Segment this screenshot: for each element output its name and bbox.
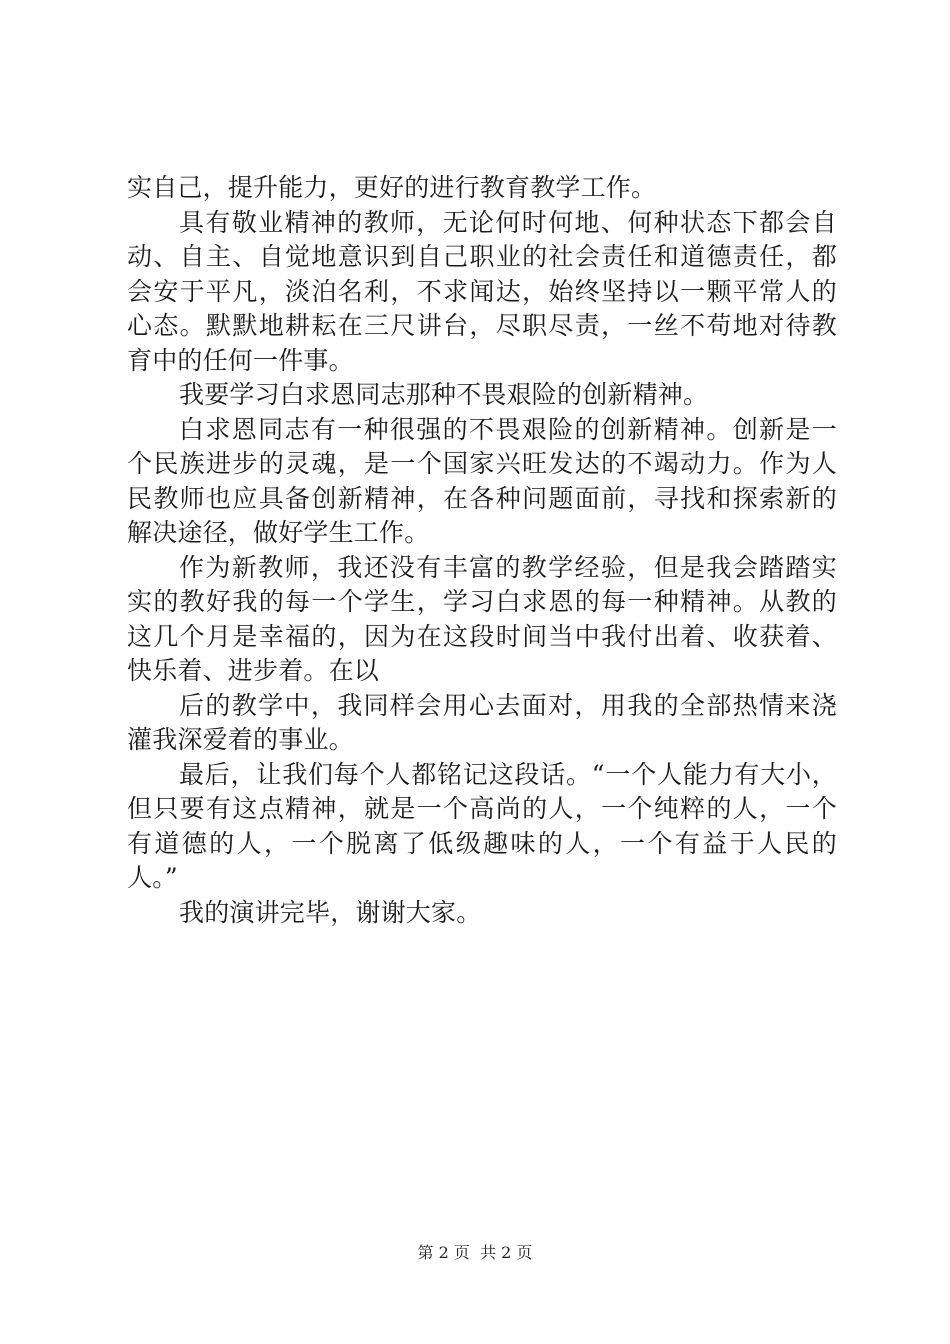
body-text-line: 个民族进步的灵魂，是一个国家兴旺发达的不竭动力。作为人 [127, 449, 837, 478]
body-text-line: 民教师也应具备创新精神，在各种问题面前，寻找和探索新的 [127, 483, 837, 513]
body-text-line: 人。” [127, 863, 178, 892]
body-text-line: 最后，让我们每个人都铭记这段话。“一个人能力有大小， [179, 759, 837, 789]
page-number-label: 第 2 页 共 2 页 [417, 1243, 533, 1262]
body-text-line: 实自己，提升能力，更好的进行教育教学工作。 [127, 173, 657, 202]
body-text-line: 动、自主、自觉地意识到自己职业的社会责任和道德责任，都 [127, 242, 837, 271]
page-footer [0, 1243, 950, 1263]
body-text-line: 我要学习白求恩同志那种不畏艰险的创新精神。 [179, 380, 709, 409]
body-text-line: 白求恩同志有一种很强的不畏艰险的创新精神。创新是一 [179, 414, 837, 444]
body-text-line: 实的教好我的每一个学生，学习白求恩的每一种精神。从教的 [127, 587, 837, 616]
body-text-line: 解决途径，做好学生工作。 [127, 518, 430, 547]
body-text-line: 这几个月是幸福的，因为在这段时间当中我付出着、收获着、 [127, 621, 837, 651]
body-text-line: 会安于平凡，淡泊名利，不求闻达，始终坚持以一颗平常人的 [127, 276, 837, 306]
document-body [127, 171, 837, 930]
body-text-line: 灌我深爱着的事业。 [127, 725, 354, 754]
body-text-line: 心态。默默地耕耘在三尺讲台，尽职尽责，一丝不苟地对待教 [127, 311, 837, 340]
body-text-line: 后的教学中，我同样会用心去面对，用我的全部热情来浇 [179, 690, 837, 720]
body-text-line: 但只要有这点精神，就是一个高尚的人，一个纯粹的人，一个 [127, 794, 837, 823]
body-text-line: 具有敬业精神的教师，无论何时何地、何种状态下都会自 [179, 207, 837, 237]
body-text-line: 我的演讲完毕，谢谢大家。 [179, 897, 482, 927]
body-text-line: 快乐着、进步着。在以 [127, 656, 380, 685]
body-text-line: 作为新教师，我还没有丰富的教学经验，但是我会踏踏实 [179, 552, 837, 582]
body-text-line: 有道德的人，一个脱离了低级趣味的人，一个有益于人民的 [127, 828, 837, 858]
body-text-line: 育中的任何一件事。 [127, 345, 354, 375]
